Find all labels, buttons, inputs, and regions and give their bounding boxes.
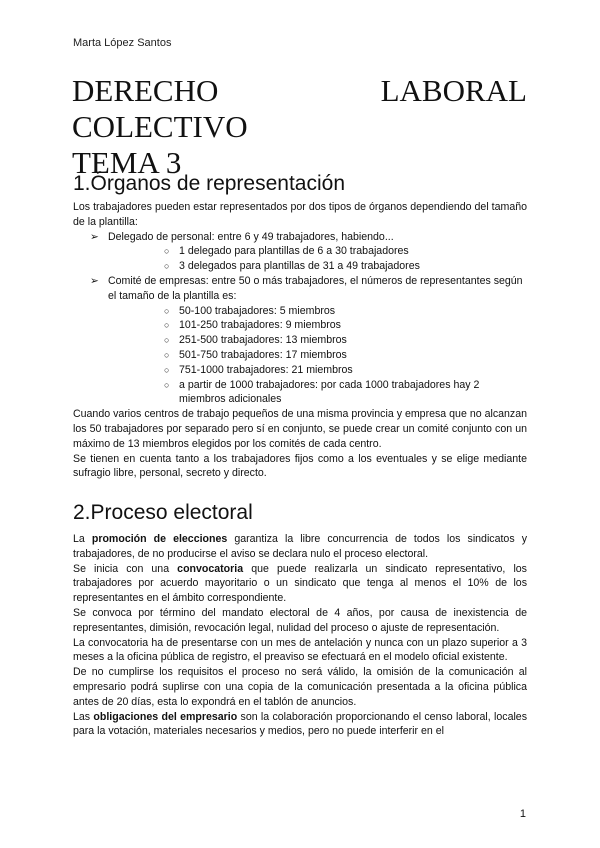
sub-list-item-text: 50-100 trabajadores: 5 miembros [179,304,336,317]
document-title [72,73,527,181]
list-item [73,230,527,274]
promotion-paragraph [73,532,527,562]
text-run: La [73,533,92,545]
circle-bullet-icon: ○ [164,305,170,316]
sub-list-item [108,304,527,319]
list-item-text: Comité de empresas: entre 50 o más trabajadores, el números de representantes según el tamaño de la plantilla es: [108,274,523,302]
section2-body [73,532,527,739]
representation-list [73,230,527,408]
sub-list-item [108,348,527,363]
sub-list-item-text: 751-1000 trabajadores: 21 miembros [179,363,353,376]
sub-list-item-text: 501-750 trabajadores: 17 miembros [179,348,347,361]
notice-paragraph: La convocatoria ha de presentarse con un mes de antelación y nunca con un plazo superior a 3 meses a la oficina pública de registro, el preaviso se efectuará en el modelo oficial existente. [73,636,527,664]
circle-bullet-icon: ○ [164,364,170,375]
bold-term-obligaciones: obligaciones del empresario [93,710,238,723]
circle-bullet-icon: ○ [164,320,170,331]
sub-list-item-text: 251-500 trabajadores: 13 miembros [179,334,347,347]
text-run: garantiza la libre concurrencia de todos los sindicatos y trabajadores, de no producirse el aviso se declara nulo el proceso electoral. [73,533,527,560]
circle-bullet-icon: ○ [164,335,170,346]
suffrage-paragraph: Se tienen en cuenta tanto a los trabajadores fijos como a los eventuales y se elige mediante sufragio libre, personal, secreto y directo. [73,452,527,480]
sub-list [108,304,527,408]
list-item [73,274,527,407]
sub-list-item [108,259,527,274]
arrow-bullet-icon: ➢ [90,274,99,287]
sub-list-item-text: 1 delegado para plantillas de 6 a 30 trabajadores [179,245,409,258]
circle-bullet-icon: ○ [164,379,170,390]
circle-bullet-icon: ○ [164,261,170,272]
sub-list-item-text: 101-250 trabajadores: 9 miembros [179,319,341,332]
title-line-1: DERECHO LABORAL COLECTIVO [72,73,527,144]
sub-list-item [108,333,527,348]
title-line-2: TEMA 3 [72,145,182,180]
section1-body [73,200,527,481]
sub-list-item [108,378,527,408]
section1-intro: Los trabajadores pueden estar representados por dos tipos de órganos dependiendo del tamaño de la plantilla: [73,201,527,228]
text-run: que puede realizarla un sindicato representativo, los trabajadores por acuerdo mayoritario o un sindicato que tenga al menos el 10% de los representantes en el ámbito correspondiente. [73,562,527,605]
text-run: Se inicia con una [73,562,178,575]
sub-list-item-text: a partir de 1000 trabajadores: por cada 1000 trabajadores hay 2 miembros adicionales [179,378,480,406]
sub-list-item [108,363,527,378]
section2-heading: 2.Proceso electoral [73,501,253,524]
arrow-bullet-icon: ➢ [90,230,99,243]
convocatoria-paragraph [73,562,527,606]
bold-term-promocion: promoción de elecciones [91,533,228,545]
text-run: Las [73,710,94,723]
text-run: son la colaboración proporcionando el censo laboral, locales para la votación, materiales necesarios y medios, pero no puede interferir en el [73,710,527,738]
employer-obligations-paragraph [73,710,527,740]
list-item-text: Delegado de personal: entre 6 y 49 trabajadores, habiendo... [108,230,394,243]
mandate-paragraph: Se convoca por término del mandato electoral de 4 años, por causa de inexistencia de representantes, dimisión, revocación legal, nulidad del proceso o ajuste de representación. [73,606,527,634]
sub-list-item [108,244,527,259]
circle-bullet-icon: ○ [164,349,170,360]
bold-term-convocatoria: convocatoria [177,562,244,575]
sub-list-item [108,318,527,333]
circle-bullet-icon: ○ [164,246,170,257]
joint-committee-paragraph: Cuando varios centros de trabajo pequeños de una misma provincia y empresa que no alcanzan los 50 trabajadores por separado pero sí en conjunto, se puede crear un comité conjunto con un máximo de 13 miembros elegidos por los comités de cada centro. [73,408,527,450]
section1-heading: 1.Órganos de representación [73,172,346,195]
sub-list-item-text: 3 delegados para plantillas de 31 a 49 trabajadores [179,260,420,273]
requirements-paragraph: De no cumplirse los requisitos el proceso no será válido, la omisión de la comunicación al empresario podrá suplirse con una copia de la comunicación presentada a la oficina pública antes de 20 días, esta lo expondrá en el tablón de anuncios. [73,666,527,708]
page-number: 1 [519,808,526,820]
sub-list [108,244,527,274]
author-name: Marta López Santos [73,37,172,49]
